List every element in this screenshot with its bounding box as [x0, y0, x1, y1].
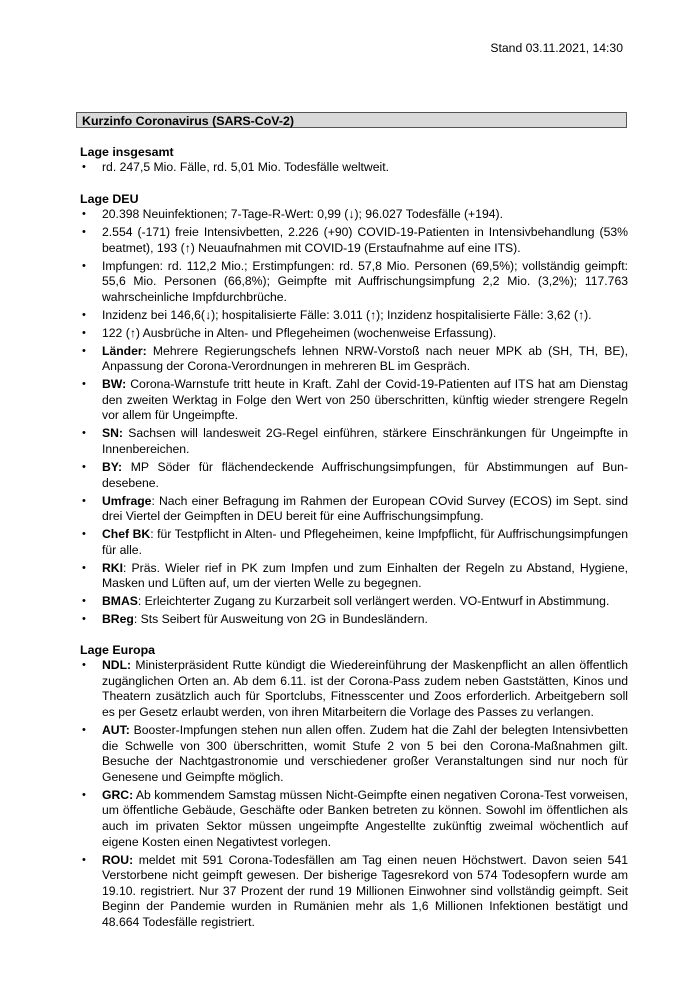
item-text: : Präs. Wieler rief in PK zum Impfen und zum Einhalten der Regeln zu Abstand, Hygiene, Masken und Lüften auf, um der vierten Welle zu begegnen.	[102, 560, 628, 591]
list-item	[80, 308, 628, 324]
section-heading: Lage Europa	[80, 643, 156, 658]
item-lead: Chef BK	[102, 527, 151, 542]
item-lead: BMAS	[102, 594, 138, 609]
item-text: : Nach einer Befragung im Rahmen der European COvid Survey (ECOS) im Sept. sind drei Viertel der Geimpften in DEU bereit für eine Auffrischungsimpfung.	[102, 493, 628, 524]
list-item	[80, 460, 628, 491]
list-item	[80, 160, 628, 176]
list-item	[80, 426, 628, 457]
bullet-list	[80, 207, 628, 628]
item-text: Booster-Impfungen stehen nun allen offen. Zudem hat die Zahl der belegten Intensivbetten die Schwelle von 300 überschritten, womit Stufe 2 von 5 bei den Corona-Maßnahmen gilt. Besuche der Nachtgastronomie und verschiedener großer Veranstaltungen sind nur noch für Genesene und Geimpfte möglich.	[102, 723, 628, 784]
document-title: Kurzinfo Coronavirus (SARS-CoV-2)	[76, 112, 627, 128]
item-text: 2.554 (-171) freie Intensivbetten, 2.226 (+90) COVID-19-Patienten in Intensivbehandlung (53% beatmet), 193 (↑) Neuaufnahmen mit COVID-19 (Erstaufnahme auf eine ITS).	[102, 224, 628, 255]
item-lead: SN:	[102, 426, 123, 441]
item-text: Ministerpräsident Rutte kündigt die Wiedereinführung der Maskenpflicht an allen öffentlich zugänglichen Orten an. Ab dem 6.11. ist der Corona-Pass zudem neben Gaststätten, Kinos und Theatern zusätzlich auch für Sportclubs, Fitnesscenter und Zoos erforderlich. Arbeitgebern soll es per Gesetz erlaubt werden, von ihren Mitarbeitern die Vorlage des Passes zu verlangen.	[102, 658, 628, 720]
item-text: Inzidenz bei 146,6(↓); hospitalisierte Fälle: 3.011 (↑); Inzidenz hospitalisierte Fälle: 3,62 (↑).	[102, 307, 592, 322]
item-lead: AUT:	[102, 723, 130, 738]
item-text: Sachsen will landesweit 2G-Regel einführen, stärkere Einschränkungen für Ungeimpfte in Innenbereichen.	[102, 426, 628, 457]
list-item	[80, 527, 628, 558]
bullet-list	[80, 160, 628, 176]
section-heading: Lage insgesamt	[80, 145, 174, 159]
section-heading: Lage DEU	[80, 191, 139, 206]
section-lage-europa	[80, 642, 628, 930]
item-text: Ab kommendem Samstag müssen Nicht-Geimpfte einen negativen Corona-Test vorweisen, um öffentliche Gebäude, Geschäfte oder Banken betreten zu können. Sowohl im öffentlichen als auch im privaten Sektor müssen ungeimpfte Angestellte zukünftig zweimal wöchentlich auf eigene Kosten einen Negativtest vorlegen.	[102, 787, 628, 849]
item-lead: Länder:	[102, 343, 147, 358]
list-item	[80, 612, 628, 628]
item-lead: ROU:	[102, 852, 134, 867]
list-item	[80, 723, 628, 785]
item-text: : Sts Seibert für Ausweitung von 2G in Bundesländern.	[133, 612, 428, 627]
item-text: MP Söder für flächendeckende Auffrischungsimpfungen, für Abstimmungen auf Bundesebene.	[102, 460, 628, 490]
list-item	[80, 594, 628, 610]
item-text: : Erleichterter Zugang zu Kurzarbeit soll verlängert werden. VO-Entwurf in Abstimmung.	[137, 594, 610, 609]
item-lead: BW:	[102, 377, 127, 392]
item-lead: RKI	[102, 560, 123, 575]
item-text: meldet mit 591 Corona-Todesfällen am Tag einen neuen Höchstwert. Davon seien 541 Verstorbene nicht geimpft gewesen. Der bisherige Tagesrekord von 574 Todesopfern wurde am 19.10. registriert. Nur 37 Prozent der rund 19 Millionen Einwohner sind vollständig geimpft. Seit Beginn der Pandemie wurden in Rumänien mehr als 1,6 Millionen Infektionen bestätigt und 48.664 Todesfälle registriert.	[102, 852, 628, 929]
item-text: : für Testpflicht in Alten- und Pflegeheimen, keine Impfpflicht, für Auffrischungsimpfungen für alle.	[102, 527, 628, 557]
document-date: Stand 03.11.2021, 14:30	[490, 41, 623, 55]
list-item	[80, 494, 628, 525]
list-item	[80, 561, 628, 592]
document-body	[80, 144, 628, 933]
item-lead: BY:	[102, 460, 123, 475]
item-text: Mehrere Regierungschefs lehnen NRW-Vorstoß nach neuer MPK ab (SH, TH, BE), Anpassung der Corona-Verordnungen in mehreren BL im Gespräch.	[102, 343, 628, 374]
item-lead: BReg	[102, 612, 134, 627]
list-item	[80, 344, 628, 375]
item-text: 122 (↑) Ausbrüche in Alten- und Pflegeheimen (wochenweise Erfassung).	[102, 325, 497, 340]
list-item	[80, 788, 628, 850]
list-item	[80, 377, 628, 424]
section-lage-insgesamt	[80, 144, 628, 176]
item-lead: GRC:	[102, 787, 134, 802]
list-item	[80, 326, 628, 342]
list-item	[80, 259, 628, 306]
list-item	[80, 658, 628, 720]
bullet-list	[80, 658, 628, 930]
item-lead: NDL:	[102, 658, 132, 673]
list-item	[80, 225, 628, 256]
item-text: rd. 247,5 Mio. Fälle, rd. 5,01 Mio. Todesfälle weltweit.	[102, 160, 389, 174]
item-text: 20.398 Neuinfektionen; 7-Tage-R-Wert: 0,99 (↓); 96.027 Todesfälle (+194).	[102, 206, 503, 221]
item-text: Impfungen: rd. 112,2 Mio.; Erstimpfungen: rd. 57,8 Mio. Personen (69,5%); vollständig geimpft: 55,6 Mio. Personen (66,8%); Geimpfte mit Auffrischungsimpfung 2,2 Mio. (3,2%); 117.763 wahrscheinliche Impfdurchbrüche.	[102, 258, 628, 304]
list-item	[80, 853, 628, 931]
item-text: Corona-Warnstufe tritt heute in Kraft. Zahl der Covid-19-Patienten auf ITS hat am Dienstag den zweiten Werktag in Folge den Wert von 250 überschritten, künftig wieder strengere Regeln vor allem für Ungeimpfte.	[102, 377, 628, 423]
item-lead: Umfrage	[102, 493, 152, 508]
list-item	[80, 207, 628, 223]
section-lage-deu	[80, 191, 628, 628]
